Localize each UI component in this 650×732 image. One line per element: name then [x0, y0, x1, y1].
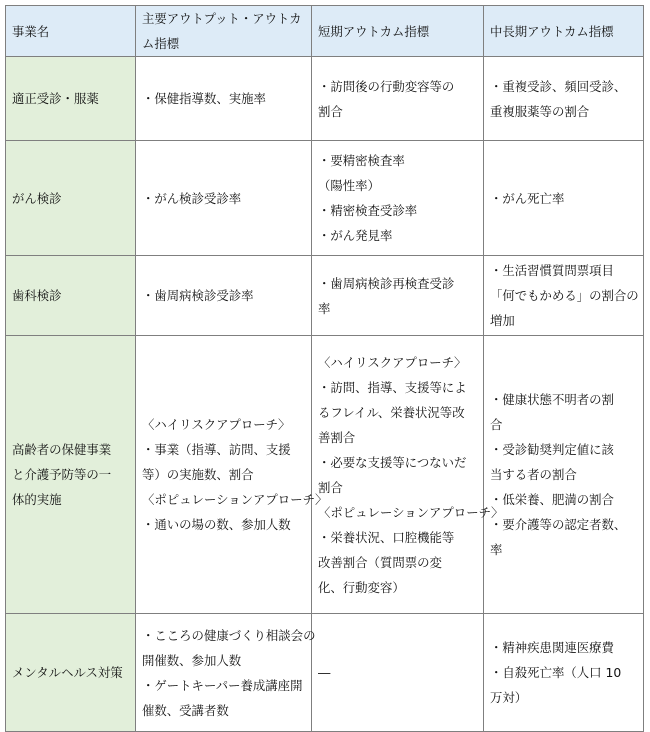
cell-line: ・要介護等の認定者数、 — [490, 517, 627, 532]
cell-line: ・がん発見率 — [318, 228, 393, 243]
cell-line: 催数、受講者数 — [142, 702, 229, 718]
cell-line: ・事業（指導、訪問、支援 — [142, 442, 291, 457]
long-term-cell — [484, 614, 644, 732]
cell-line: ・歯周病検診受診率 — [142, 288, 254, 303]
project-name-cell — [6, 57, 136, 141]
project-name-cell — [6, 141, 136, 256]
cell-line: ・訪問後の行動変容等の — [318, 78, 455, 94]
cell-line: 割合 — [318, 479, 343, 495]
cell-line: ― — [318, 665, 331, 680]
table-row — [6, 336, 644, 614]
cell-line: るフレイル、栄養状況等改 — [318, 404, 465, 420]
cell-line: 適正受診・服薬 — [12, 91, 99, 106]
cell-line: メンタルヘルス対策 — [12, 665, 123, 680]
cell-line: 増加 — [490, 313, 515, 328]
cell-line: ・ゲートキーパー養成講座開 — [142, 677, 303, 693]
cell-line: ・がん検診受診率 — [142, 190, 242, 206]
cell-line: ・こころの健康づくり相談会の — [142, 627, 316, 643]
long-term-cell — [484, 336, 644, 614]
cell-line: ・低栄養、肥満の割合 — [490, 492, 614, 507]
header-project-name: 事業名 — [6, 6, 136, 57]
long-term-cell — [484, 57, 644, 141]
cell-line: と介護予防等の一 — [12, 467, 112, 482]
cell-line: ・生活習慣質問票項目 — [490, 263, 614, 278]
short-term-cell — [312, 336, 504, 614]
cell-line: 割合 — [318, 103, 343, 119]
header-row — [6, 6, 644, 57]
header-long-term-outcome: 中長期アウトカム指標 — [484, 6, 644, 57]
cell-line: ・保健指導数、実施率 — [142, 91, 266, 106]
short-term-cell — [312, 256, 484, 336]
cell-line: ・訪問、指導、支援等によ — [318, 379, 467, 395]
table-row — [6, 256, 644, 336]
cell-line: ・歯周病検診再検査受診 — [318, 275, 455, 291]
cell-line: 〈ポピュレーションアプローチ〉 — [318, 504, 504, 520]
output-cell — [136, 614, 316, 732]
cell-line: 善割合 — [318, 429, 356, 445]
cell-line: がん検診 — [12, 190, 62, 206]
cell-line: ・がん死亡率 — [490, 190, 565, 206]
output-cell — [136, 336, 328, 614]
cell-line: 開催数、参加人数 — [142, 652, 242, 668]
cell-line: 化、行動変容） — [318, 579, 405, 595]
short-term-cell — [312, 141, 484, 256]
cell-line: ・要精密検査率 — [318, 153, 405, 168]
cell-line: 等）の実施数、割合 — [142, 467, 254, 482]
cell-line: 重複服薬等の割合 — [490, 103, 590, 119]
cell-line: ・受診勧奨判定値に該 — [490, 442, 614, 457]
cell-line: ・必要な支援等につないだ — [318, 454, 467, 470]
cell-line: ・健康状態不明者の割 — [490, 392, 614, 407]
header-output-indicator: 主要アウトプット・アウトカム指標 — [136, 6, 312, 57]
table-row — [6, 141, 644, 256]
header-short-term-outcome: 短期アウトカム指標 — [312, 6, 484, 57]
cell-line: ・精神疾患関連医療費 — [490, 640, 614, 655]
cell-line: 当する者の割合 — [490, 467, 577, 482]
cell-line: 万対） — [490, 690, 528, 705]
cell-line: ・通いの場の数、参加人数 — [142, 517, 291, 532]
output-cell — [136, 141, 312, 256]
cell-line: 改善割合（質問票の変 — [318, 554, 442, 570]
table-row — [6, 614, 644, 732]
cell-line: 率 — [490, 542, 503, 557]
cell-line: 歯科検診 — [12, 288, 62, 303]
cell-line: 高齢者の保健事業 — [12, 442, 112, 457]
cell-line: ・自殺死亡率（人口 10 — [490, 665, 622, 680]
project-name-cell — [6, 256, 136, 336]
table-row — [6, 57, 644, 141]
cell-line: 体的実施 — [12, 492, 62, 507]
long-term-cell — [484, 256, 644, 336]
output-cell — [136, 256, 312, 336]
cell-line: 「何でもかめる」の割合の — [490, 288, 639, 303]
cell-line: ・精密検査受診率 — [318, 203, 418, 218]
short-term-cell — [312, 57, 484, 141]
cell-line: 率 — [318, 300, 331, 316]
cell-line: 合 — [490, 417, 503, 432]
cell-line: 〈ハイリスクアプローチ〉 — [142, 417, 291, 432]
output-cell — [136, 57, 312, 141]
short-term-cell — [312, 614, 484, 732]
cell-line: ・重複受診、頻回受診、 — [490, 78, 627, 94]
project-name-cell — [6, 614, 136, 732]
cell-line: 〈ポピュレーションアプローチ〉 — [142, 492, 328, 507]
cell-line: ・栄養状況、口腔機能等 — [318, 529, 455, 545]
indicator-table — [5, 5, 644, 732]
long-term-cell — [484, 141, 644, 256]
cell-line: （陽性率） — [318, 178, 380, 193]
project-name-cell — [6, 336, 136, 614]
cell-line: 〈ハイリスクアプローチ〉 — [318, 354, 467, 370]
